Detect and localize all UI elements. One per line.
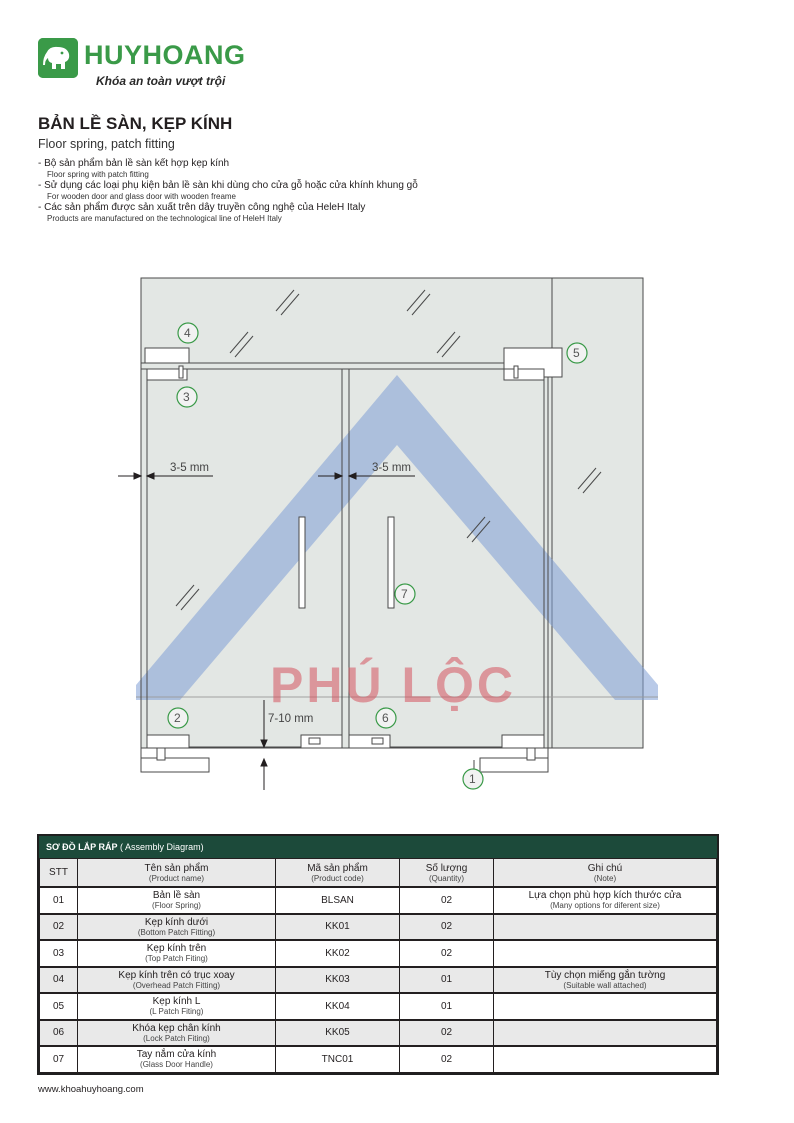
table-cell (494, 1020, 717, 1047)
table-row (40, 993, 717, 1020)
cell-text: (Top Patch Fiting) (145, 954, 208, 964)
callout-label-3: 3 (183, 390, 190, 404)
feature-text: - Sử dụng các loại phụ kiện bản lề sàn khi dùng cho cửa gỗ hoặc cửa khính khung gỗ (38, 180, 418, 191)
table-cell (78, 940, 276, 967)
table-cell: 02 (400, 940, 494, 967)
table-cell (494, 967, 717, 994)
cell-text: (Product name) (148, 873, 205, 883)
feature-text-en: For wooden door and glass door with wooden freame (47, 192, 236, 201)
cell-text: Mã sản phẩm (307, 862, 368, 874)
cell-text: Số lượng (425, 862, 468, 874)
table-row (40, 940, 717, 967)
table-header-bar (39, 836, 717, 858)
dim-gap-center: 3-5 mm (372, 462, 411, 474)
cell-text: Kẹp kính dưới (144, 916, 209, 928)
table-column-headers (40, 859, 717, 888)
feature-list (38, 158, 678, 224)
feature-text-en: Floor spring with patch fitting (47, 170, 149, 179)
table-cell (78, 887, 276, 914)
watermark-text: PHÚ LỘC (270, 657, 516, 713)
table-cell (78, 1020, 276, 1047)
brand-tagline: Khóa an toàn vượt trội (96, 74, 226, 88)
callout-label-5: 5 (573, 346, 580, 360)
col-product-code (276, 859, 400, 888)
table-cell (78, 914, 276, 941)
cell-text: Ghi chú (587, 862, 623, 874)
table-cell (494, 887, 717, 914)
cell-text: Tay nắm cửa kính (136, 1049, 217, 1061)
bottom-patch-fitting (147, 735, 189, 748)
table-title: SƠ ĐỒ LẮP RÁP (46, 842, 118, 852)
feature-item (38, 158, 678, 180)
table-row (40, 1046, 717, 1072)
table-cell (494, 940, 717, 967)
table-cell: KK02 (276, 940, 400, 967)
dim-gap-left: 3-5 mm (170, 462, 209, 474)
table-cell: KK03 (276, 967, 400, 994)
cell-text: (Bottom Patch Fitting) (137, 927, 216, 937)
door-handle-left (299, 517, 305, 608)
page-subtitle: Floor spring, patch fitting (38, 137, 175, 151)
cell-text: Kẹp kính trên có trục xoay (118, 969, 235, 981)
callout-label-7: 7 (401, 587, 408, 601)
table-cell (494, 914, 717, 941)
table-row (40, 914, 717, 941)
assembly-diagram (110, 270, 670, 800)
table-cell (78, 993, 276, 1020)
table-cell: KK01 (276, 914, 400, 941)
callout-label-1: 1 (469, 772, 476, 786)
cell-text: (Suitable wall attached) (563, 980, 647, 990)
top-rail (141, 363, 548, 369)
table-cell (494, 993, 717, 1020)
feature-item (38, 180, 678, 202)
cell-text: (Floor Spring) (152, 901, 201, 911)
cell-text: Tùy chọn miếng gắn tường (544, 969, 666, 981)
door-handle-right (388, 517, 394, 608)
feature-text-en: Products are manufactured on the technological line of HeleH Italy (47, 214, 282, 223)
cell-text: (Quantity) (428, 873, 465, 883)
callout-label-6: 6 (382, 711, 389, 725)
table-cell (78, 967, 276, 994)
table-cell: 01 (40, 887, 78, 914)
cell-text: (Overhead Patch Fitting) (132, 980, 221, 990)
table-cell: 01 (400, 967, 494, 994)
cell-text: Kẹp kính trên (146, 943, 207, 955)
website-link[interactable]: www.khoahuyhoang.com (38, 1084, 144, 1095)
col-product-name (78, 859, 276, 888)
cell-text: (Many options for diferent size) (550, 901, 660, 911)
table-cell: 02 (400, 887, 494, 914)
cell-text: Bản lề sàn (152, 890, 201, 902)
cell-text: Lựa chọn phù hợp kích thước cửa (528, 890, 682, 902)
floor-spring (141, 758, 209, 772)
table-cell: TNC01 (276, 1046, 400, 1072)
elephant-logo-icon (38, 38, 78, 78)
table-cell: 07 (40, 1046, 78, 1072)
table-cell: BLSAN (276, 887, 400, 914)
table-row (40, 887, 717, 914)
callout-label-2: 2 (174, 711, 181, 725)
table-cell: 02 (400, 1046, 494, 1072)
page-title: BẢN LỀ SÀN, KẸP KÍNH (38, 114, 233, 133)
table-cell: 06 (40, 1020, 78, 1047)
cell-text: (Note) (593, 873, 617, 883)
table-cell: 02 (40, 914, 78, 941)
table-row (40, 967, 717, 994)
table-title-en: ( Assembly Diagram) (120, 842, 204, 852)
table-cell: KK04 (276, 993, 400, 1020)
cell-text: (L Patch Fiting) (149, 1007, 204, 1017)
table-cell: 02 (400, 1020, 494, 1047)
table-cell: 04 (40, 967, 78, 994)
table-cell: 05 (40, 993, 78, 1020)
assembly-table-grid (39, 858, 717, 1073)
cell-text: (Glass Door Handle) (140, 1060, 213, 1070)
table-cell (78, 1046, 276, 1072)
table-cell (494, 1046, 717, 1072)
table-cell: KK05 (276, 1020, 400, 1047)
feature-text: - Các sản phẩm được sản xuất trên dây truyền công nghệ của HeleH Italy (38, 202, 366, 213)
col-quantity (400, 859, 494, 888)
lock-patch-fitting (301, 735, 342, 748)
cell-text: (Lock Patch Fiting) (143, 1033, 210, 1043)
feature-item (38, 202, 678, 224)
brand-name: HUYHOANG (84, 40, 246, 70)
cell-text: Khóa kẹp chân kính (132, 1022, 221, 1034)
callout-label-4: 4 (184, 326, 191, 340)
assembly-table (37, 834, 719, 1075)
col-stt (40, 859, 78, 888)
feature-text: - Bộ sản phẩm bản lề sàn kết hợp kẹp kính (38, 158, 230, 169)
col-note (494, 859, 717, 888)
table-row (40, 1020, 717, 1047)
cell-text: Kẹp kính L (152, 996, 201, 1008)
cell-text: STT (49, 867, 68, 878)
table-cell: 03 (40, 940, 78, 967)
table-cell: 01 (400, 993, 494, 1020)
overhead-patch-fitting (145, 348, 189, 363)
dim-floor-gap: 7-10 mm (268, 713, 314, 725)
cell-text: Tên sản phẩm (144, 862, 209, 874)
cell-text: (Product code) (311, 873, 364, 883)
table-cell: 02 (400, 914, 494, 941)
